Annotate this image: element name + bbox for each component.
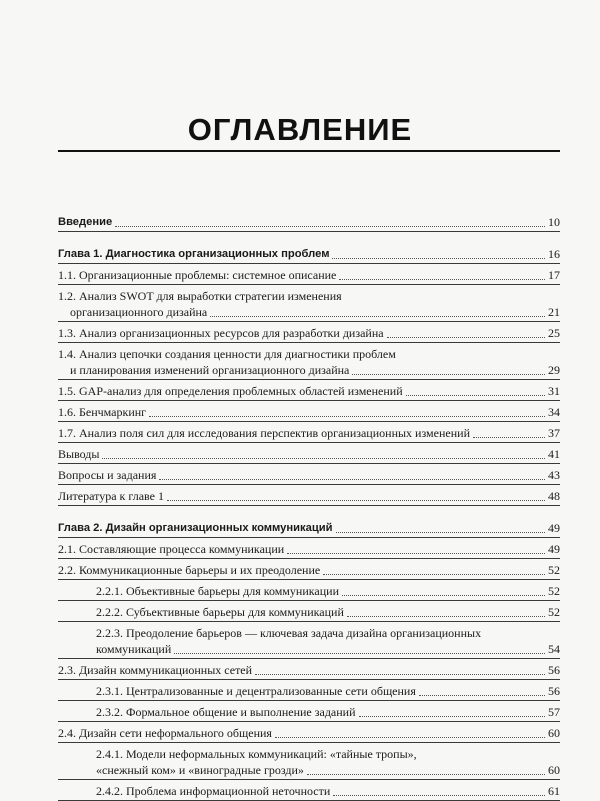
toc-leader-dots (406, 395, 545, 396)
toc-entry-line: 1.5. GAP-анализ для определения проблемных областей изменений (58, 384, 403, 398)
toc-page-number: 56 (548, 663, 560, 677)
toc-leader-dots (255, 674, 545, 675)
title-divider (58, 150, 560, 152)
toc-entry-line: Выводы (58, 447, 100, 461)
toc-leader-dots (287, 553, 545, 554)
toc-page-number: 49 (548, 521, 560, 535)
toc-entry-line: Литература к главе 1 (58, 489, 164, 503)
toc-page-number: 16 (548, 247, 560, 261)
toc-leader-dots (102, 458, 545, 459)
toc-leader-dots (210, 316, 545, 317)
toc-page-number: 41 (548, 447, 560, 461)
toc-page-number: 60 (548, 726, 560, 740)
toc-leader-dots (167, 500, 545, 501)
toc-page-number: 61 (548, 784, 560, 798)
toc-entry-line: 2.1. Составляющие процесса коммуникации (58, 542, 285, 556)
toc-page-number: 31 (548, 384, 560, 398)
toc-page-number: 17 (548, 268, 560, 282)
toc-entry-conclusions[interactable] (58, 442, 560, 464)
toc-leader-dots (275, 737, 545, 738)
toc-page-number: 52 (548, 563, 560, 577)
toc-entry-1-1[interactable] (58, 263, 560, 285)
toc-leader-dots (419, 695, 545, 696)
toc-entry-line: 2.3.1. Централизованные и децентрализованные сети общения (96, 684, 416, 698)
toc-entry-line: 1.4. Анализ цепочки создания ценности для диагностики проблем (58, 347, 396, 361)
toc-leader-dots (347, 616, 545, 617)
toc-page-number: 29 (548, 363, 560, 377)
toc-page-number: 57 (548, 705, 560, 719)
toc-entry-line: 2.2.1. Объективные барьеры для коммуникации (96, 584, 339, 598)
toc-entry-line: Глава 1. Диагностика организационных проблем (58, 248, 330, 260)
toc-entry-line: 2.2.3. Преодоление барьеров — ключевая задача дизайна организационных (96, 626, 482, 640)
toc-entry-2-2[interactable] (58, 558, 560, 580)
toc-entry-introduction[interactable] (58, 210, 560, 232)
toc-entry-line: Глава 2. Дизайн организационных коммуникаций (58, 522, 333, 534)
toc-leader-dots (307, 774, 545, 775)
toc-entry-line: 2.3.2. Формальное общение и выполнение заданий (96, 705, 356, 719)
toc-leader-dots (323, 574, 545, 575)
toc-leader-dots (387, 337, 545, 338)
toc-page-number: 21 (548, 305, 560, 319)
toc-leader-dots (339, 279, 545, 280)
toc-leader-dots (332, 258, 545, 259)
toc-leader-dots (174, 653, 545, 654)
toc-entry-line: 2.3. Дизайн коммуникационных сетей (58, 663, 253, 677)
toc-entry-2-4[interactable] (58, 721, 560, 743)
toc-entry-2-1[interactable] (58, 537, 560, 559)
toc-entry-line: 1.2. Анализ SWOT для выработки стратегии изменения (58, 289, 342, 303)
toc-page-number: 37 (548, 426, 560, 440)
toc-page-number: 56 (548, 684, 560, 698)
toc-entry-literature-1[interactable] (58, 484, 560, 506)
toc-leader-dots (359, 716, 545, 717)
toc-entry-chapter-2[interactable] (58, 516, 560, 538)
toc-leader-dots (333, 795, 545, 796)
toc-entry-line: 2.2.2. Субъективные барьеры для коммуникаций (96, 605, 344, 619)
toc-entry-2-3-1[interactable] (58, 679, 560, 701)
toc-entry-2-4-1[interactable] (58, 742, 560, 780)
toc-entry-2-4-2[interactable] (58, 779, 560, 801)
toc-entry-questions[interactable] (58, 463, 560, 485)
toc-entry-line: 2.4.2. Проблема информационной неточности (96, 784, 331, 798)
toc-entry-2-3[interactable] (58, 658, 560, 680)
toc-entry-2-2-2[interactable] (58, 600, 560, 622)
toc-leader-dots (149, 416, 545, 417)
toc-entry-line: 2.4.1. Модели неформальных коммуникаций: «тайные тропы», (96, 747, 417, 761)
toc-page-number: 54 (548, 642, 560, 656)
toc-entry-1-4[interactable] (58, 342, 560, 380)
toc-entry-chapter-1[interactable] (58, 242, 560, 264)
toc-entry-line: 1.6. Бенчмаркинг (58, 405, 147, 419)
toc-page-number: 49 (548, 542, 560, 556)
toc-entry-line: 2.4. Дизайн сети неформального общения (58, 726, 272, 740)
toc-entry-line: 1.1. Организационные проблемы: системное описание (58, 268, 337, 282)
toc-entry-line: Введение (58, 216, 113, 228)
toc-entry-line: организационного дизайна (70, 305, 208, 319)
toc-entry-1-6[interactable] (58, 400, 560, 422)
toc-entry-line: 1.3. Анализ организационных ресурсов для разработки дизайна (58, 326, 384, 340)
toc-leader-dots (473, 437, 545, 438)
toc-page-number: 48 (548, 489, 560, 503)
toc-entry-2-3-2[interactable] (58, 700, 560, 722)
toc-entry-1-3[interactable] (58, 321, 560, 343)
toc-entry-2-2-1[interactable] (58, 579, 560, 601)
toc-entry-1-5[interactable] (58, 379, 560, 401)
toc-page-number: 60 (548, 763, 560, 777)
toc-leader-dots (115, 226, 545, 227)
toc-entry-line: «снежный ком» и «виноградные грозди» (96, 763, 304, 777)
toc-entry-line: Вопросы и задания (58, 468, 157, 482)
toc-entry-1-2[interactable] (58, 284, 560, 322)
toc-page-number: 25 (548, 326, 560, 340)
toc-page-number: 52 (548, 584, 560, 598)
toc-leader-dots (352, 374, 545, 375)
toc-entry-line: 1.7. Анализ поля сил для исследования перспектив организационных изменений (58, 426, 470, 440)
toc-leader-dots (336, 532, 545, 533)
toc-leader-dots (342, 595, 545, 596)
toc-entry-line: коммуникаций (96, 642, 172, 656)
toc-page-number: 52 (548, 605, 560, 619)
page-title: ОГЛАВЛЕНИЕ (187, 112, 413, 147)
toc-entry-2-2-3[interactable] (58, 621, 560, 659)
toc-entry-1-7[interactable] (58, 421, 560, 443)
toc-page-number: 43 (548, 468, 560, 482)
toc-page-number: 10 (548, 215, 560, 229)
toc-page-number: 34 (548, 405, 560, 419)
toc-entry-line: 2.2. Коммуникационные барьеры и их преодоление (58, 563, 321, 577)
toc-leader-dots (159, 479, 545, 480)
toc-entry-line: и планирования изменений организационного дизайна (70, 363, 350, 377)
